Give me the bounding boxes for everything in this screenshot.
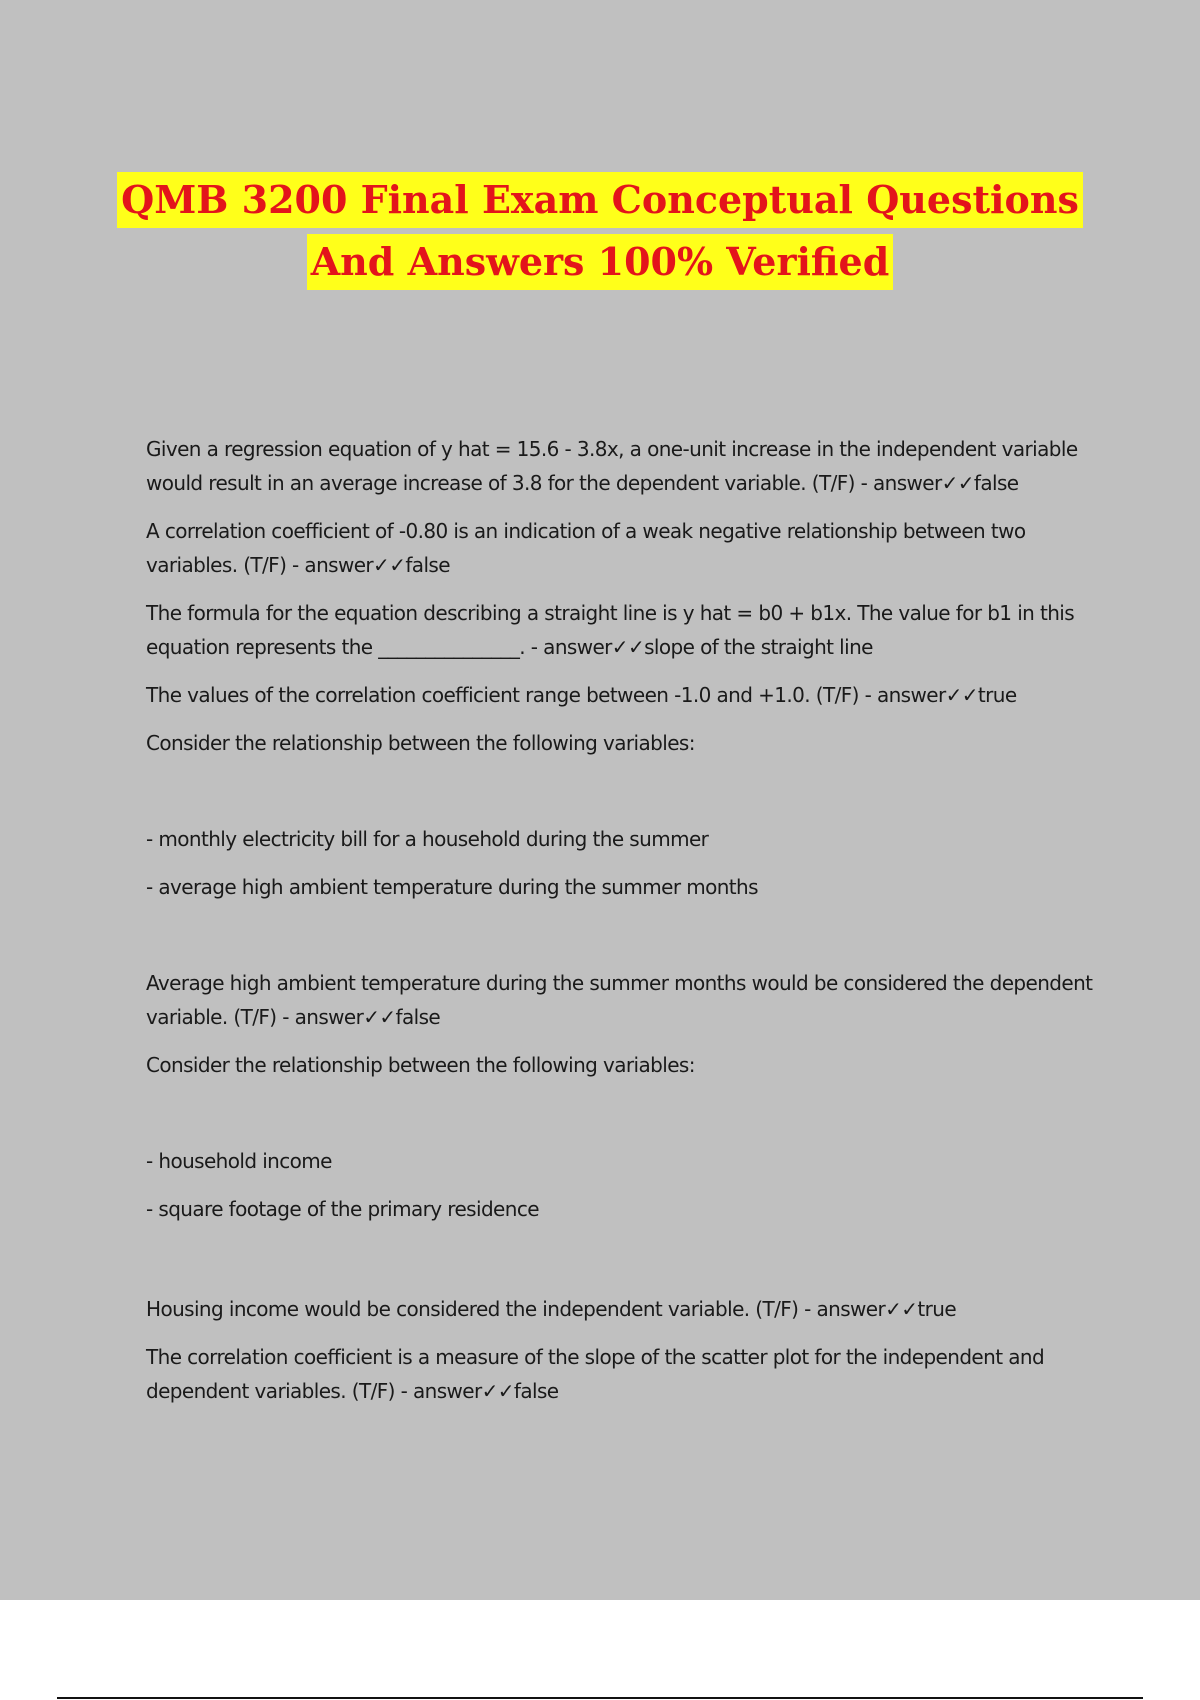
document-body — [146, 432, 1096, 1408]
list-item: - square footage of the primary residence — [146, 1197, 539, 1221]
question-paragraph: Given a regression equation of y hat = 15.6 - 3.8x, a one-unit increase in the independent variable would result in an average increase of 3.8 for the dependent variable. (T/F) - answer✓✓false — [146, 437, 1078, 495]
question-paragraph: Average high ambient temperature during the summer months would be considered the dependent variable. (T/F) - answer✓✓false — [146, 971, 1093, 1029]
question-paragraph: Housing income would be considered the independent variable. (T/F) - answer✓✓true — [146, 1297, 957, 1321]
list-item: - monthly electricity bill for a household during the summer — [146, 827, 709, 851]
list-item: - household income — [146, 1149, 332, 1173]
question-paragraph: The correlation coefficient is a measure of the slope of the scatter plot for the independent and dependent variables. (T/F) - answer✓✓false — [146, 1345, 1045, 1403]
list-item: - average high ambient temperature during the summer months — [146, 875, 758, 899]
question-paragraph: Consider the relationship between the following variables: — [146, 1053, 695, 1077]
question-paragraph: The formula for the equation describing a straight line is y hat = b0 + b1x. The value for b1 in this equation represents the _______________. - answer✓✓slope of the straight line — [146, 601, 1075, 659]
question-paragraph: A correlation coefficient of -0.80 is an indication of a weak negative relationship between two variables. (T/F) - answer✓✓false — [146, 519, 1026, 577]
title-line-2: And Answers 100% Verified — [307, 234, 894, 290]
question-paragraph: The values of the correlation coefficient range between -1.0 and +1.0. (T/F) - answer✓✓true — [146, 683, 1017, 707]
document-title — [0, 170, 1200, 294]
question-paragraph: Consider the relationship between the following variables: — [146, 731, 695, 755]
title-line-1: QMB 3200 Final Exam Conceptual Questions — [117, 172, 1083, 228]
footer-rule — [57, 1697, 1143, 1699]
